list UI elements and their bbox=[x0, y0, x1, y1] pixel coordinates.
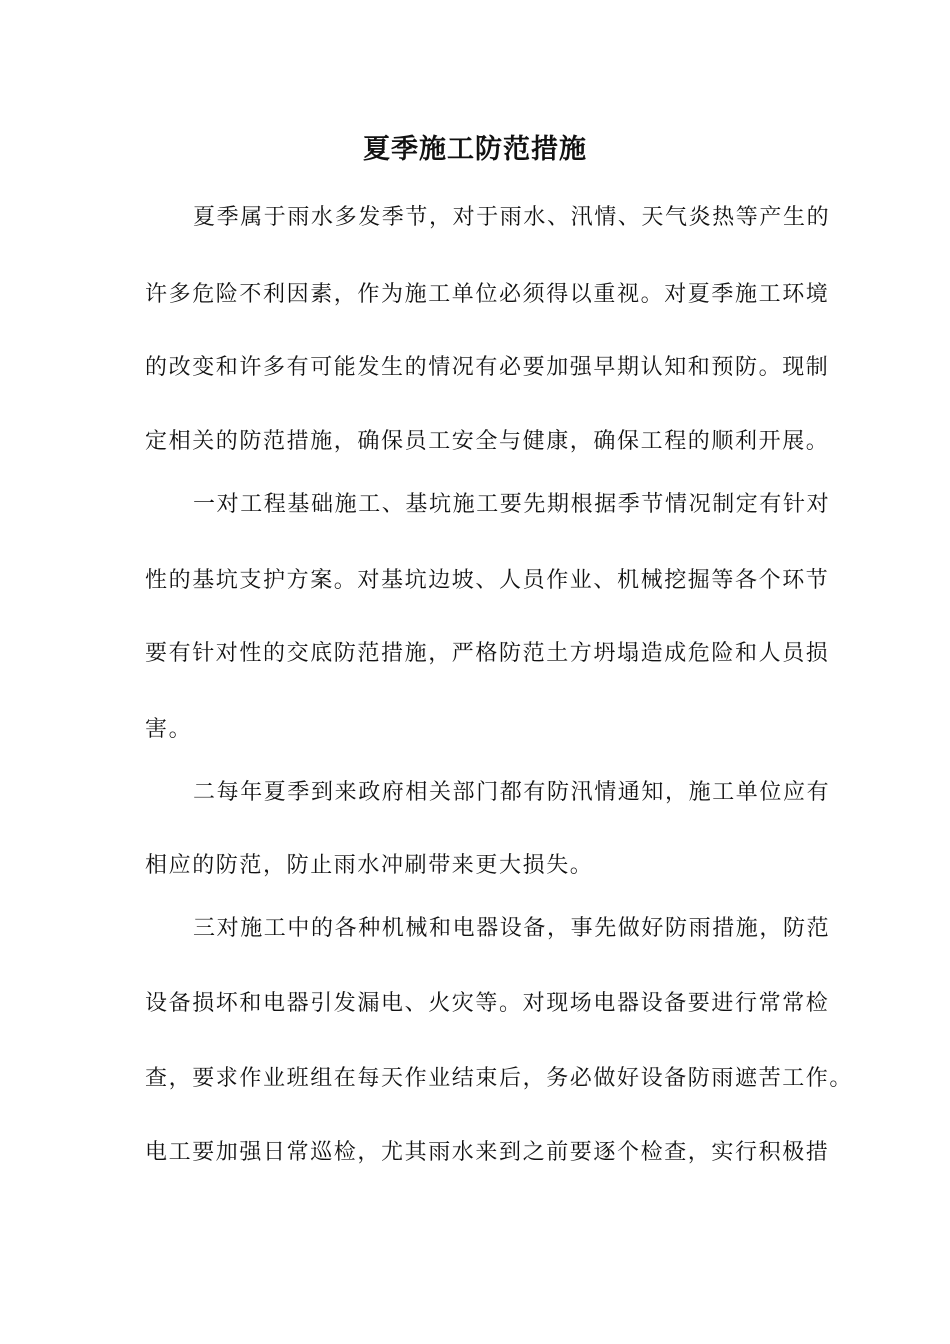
paragraph-4-line-3: 查，要求作业班组在每天作业结束后，务必做好设备防雨遮苦工作。 bbox=[145, 1066, 854, 1091]
paragraph-3-line-1: 二每年夏季到来政府相关部门都有防汛情通知，施工单位应有 bbox=[193, 780, 831, 805]
paragraph-4-line-2: 设备损坏和电器引发漏电、火灾等。对现场电器设备要进行常常检 bbox=[145, 991, 830, 1016]
paragraph-1-line-4: 定相关的防范措施，确保员工安全与健康，确保工程的顺利开展。 bbox=[145, 429, 830, 454]
paragraph-3-line-2: 相应的防范，防止雨水冲刷带来更大损失。 bbox=[145, 853, 594, 878]
paragraph-1-line-3: 的改变和许多有可能发生的情况有必要加强早期认知和预防。现制 bbox=[145, 355, 830, 380]
paragraph-1-line-2: 许多危险不利因素，作为施工单位必须得以重视。对夏季施工环境 bbox=[145, 282, 830, 307]
paragraph-4-line-4: 电工要加强日常巡检，尤其雨水来到之前要逐个检查，实行积极措 bbox=[145, 1140, 830, 1165]
paragraph-2-line-3: 要有针对性的交底防范措施，严格防范土方坍塌造成危险和人员损 bbox=[145, 641, 830, 666]
paragraph-2-line-2: 性的基坑支护方案。对基坑边坡、人员作业、机械挖掘等各个环节 bbox=[145, 568, 830, 593]
paragraph-4-line-1: 三对施工中的各种机械和电器设备，事先做好防雨措施，防范 bbox=[193, 916, 831, 941]
paragraph-2-line-1: 一对工程基础施工、基坑施工要先期根据季节情况制定有针对 bbox=[193, 492, 831, 517]
document-title: 夏季施工防范措施 bbox=[363, 134, 587, 165]
paragraph-2-line-4: 害。 bbox=[145, 717, 193, 742]
paragraph-1-line-1: 夏季属于雨水多发季节，对于雨水、汛情、天气炎热等产生的 bbox=[193, 205, 831, 230]
